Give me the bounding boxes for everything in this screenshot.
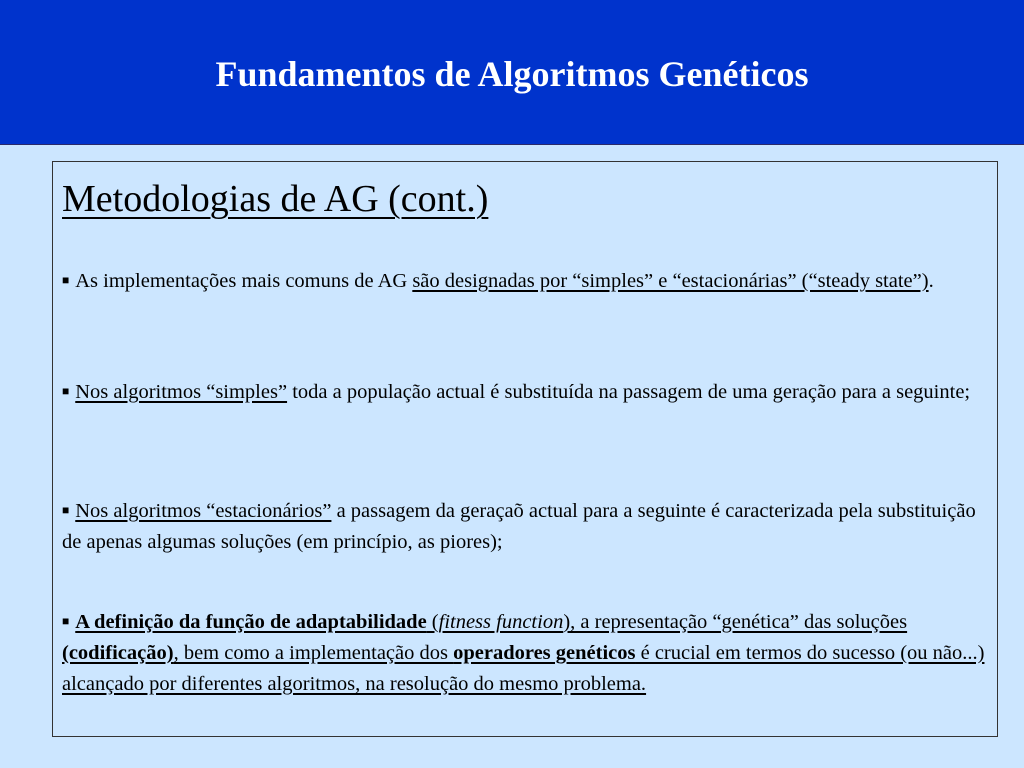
bullet-bold-underlined-text: A definição da função de adaptabilidade bbox=[75, 611, 427, 633]
slide-title: Fundamentos de Algoritmos Genéticos bbox=[215, 54, 809, 94]
bullet-underlined-text: , bem como a implementação dos bbox=[173, 642, 454, 664]
bullet-text: . bbox=[928, 270, 934, 292]
square-bullet-icon: ■ bbox=[62, 614, 70, 628]
bullet-bold-underlined-text: (codificação) bbox=[62, 642, 174, 664]
bullet-item-steady-state-algorithms bbox=[62, 495, 992, 558]
bullet-italic-underlined-text: fitness function bbox=[438, 611, 564, 633]
bullet-underlined-text: Nos algoritmos “simples” bbox=[75, 381, 288, 403]
square-bullet-icon: ■ bbox=[62, 503, 70, 517]
square-bullet-icon: ■ bbox=[62, 384, 70, 398]
bullet-underlined-text: ), a representação “genética” das soluções bbox=[563, 611, 908, 633]
bullet-underlined-text: Nos algoritmos “estacionários” bbox=[75, 500, 332, 522]
bullet-item-implementations bbox=[62, 265, 992, 297]
bullet-underlined-text: ( bbox=[426, 611, 439, 633]
slide-header bbox=[0, 0, 1024, 145]
bullet-text: toda a população actual é substituída na passagem de uma geração para a seguinte; bbox=[287, 381, 971, 403]
square-bullet-icon: ■ bbox=[62, 273, 70, 287]
bullet-underlined-text: são designadas por “simples” e “estacionárias” (“steady state”) bbox=[412, 270, 929, 292]
content-box bbox=[52, 161, 998, 737]
bullet-text: a passagem da geraçaõ actual para a seguinte é caracterizada pela substituição de apenas algumas soluções (em princípio, as piores); bbox=[62, 500, 976, 553]
bullet-bold-underlined-text: operadores genéticos bbox=[453, 642, 636, 664]
bullet-item-simple-algorithms bbox=[62, 376, 992, 408]
section-heading: Metodologias de AG (cont.) bbox=[62, 178, 489, 220]
bullet-underlined-text: é crucial em termos do sucesso (ou não...) alcançado por diferentes algoritmos, na resolução do mesmo problema. bbox=[62, 642, 985, 695]
bullet-item-fitness-definition bbox=[62, 606, 992, 700]
bullet-text: As implementações mais comuns de AG bbox=[75, 270, 413, 292]
